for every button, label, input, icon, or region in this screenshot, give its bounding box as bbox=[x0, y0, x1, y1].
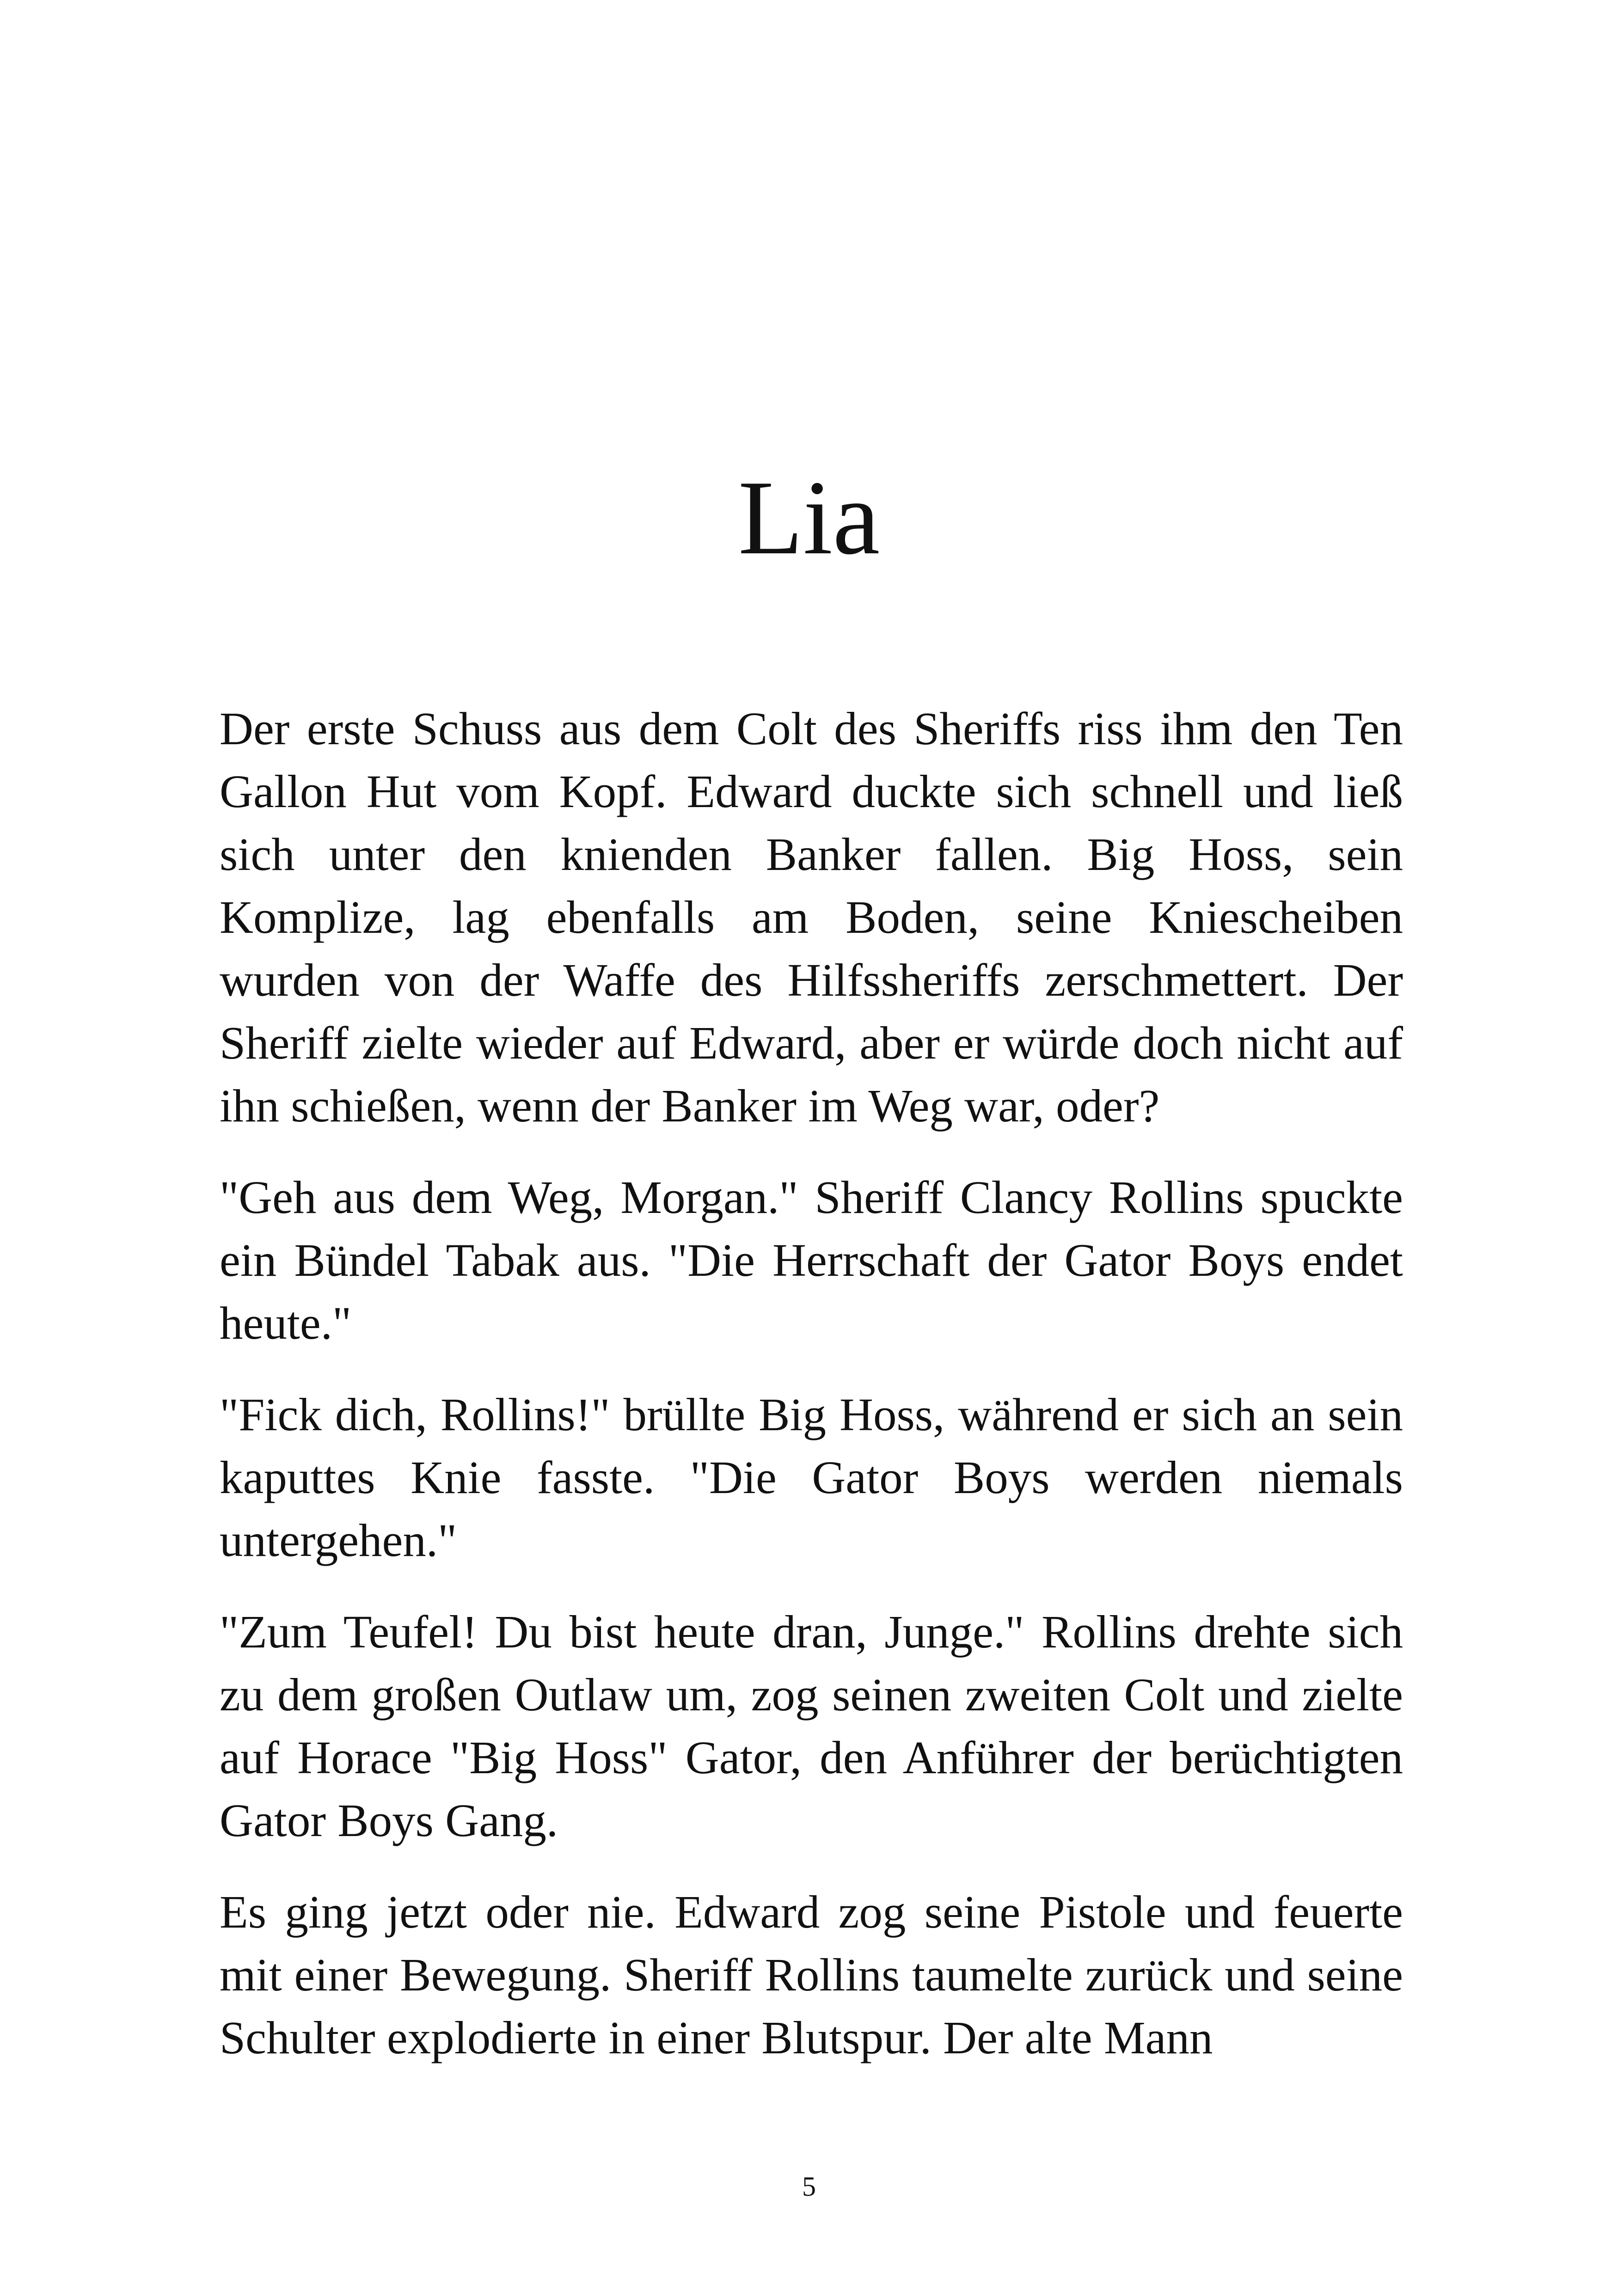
paragraph: "Zum Teufel! Du bist heute dran, Junge." Rollins drehte sich zu dem großen Outlaw um, zog seinen zweiten Colt und zielte auf Horace "Big Hoss" Gator, den Anführer der berüchtigten Gator Boys Gang. bbox=[220, 1606, 1403, 1846]
paragraph: Der erste Schuss aus dem Colt des Sheriffs riss ihm den Ten Gallon Hut vom Kopf. Edward duckte sich schnell und ließ sich unter den knienden Banker fallen. Big Hoss, sein Komplize, lag ebenfalls am Boden, seine Kniescheiben wurden von der Waffe des Hilfssheriffs zerschmettert. Der Sheriff zielte wieder auf Edward, aber er würde doch nicht auf ihn schießen, wenn der Banker im Weg war, oder? bbox=[220, 703, 1403, 1132]
paragraph: "Fick dich, Rollins!" brüllte Big Hoss, während er sich an sein kaputtes Knie fasste. "Die Gator Boys werden niemals untergehen." bbox=[220, 1389, 1403, 1566]
paragraph: Es ging jetzt oder nie. Edward zog seine Pistole und feuerte mit einer Bewegung. Sheriff Rollins taumelte zurück und seine Schulter explodierte in einer Blutspur. Der alte Mann bbox=[220, 1886, 1403, 2063]
chapter-body bbox=[220, 697, 1403, 2098]
paragraph: "Geh aus dem Weg, Morgan." Sheriff Clancy Rollins spuckte ein Bündel Tabak aus. "Die Herrschaft der Gator Boys endet heute." bbox=[220, 1171, 1403, 1349]
chapter-title: Lia bbox=[738, 459, 880, 576]
page-number: 5 bbox=[802, 2171, 816, 2202]
